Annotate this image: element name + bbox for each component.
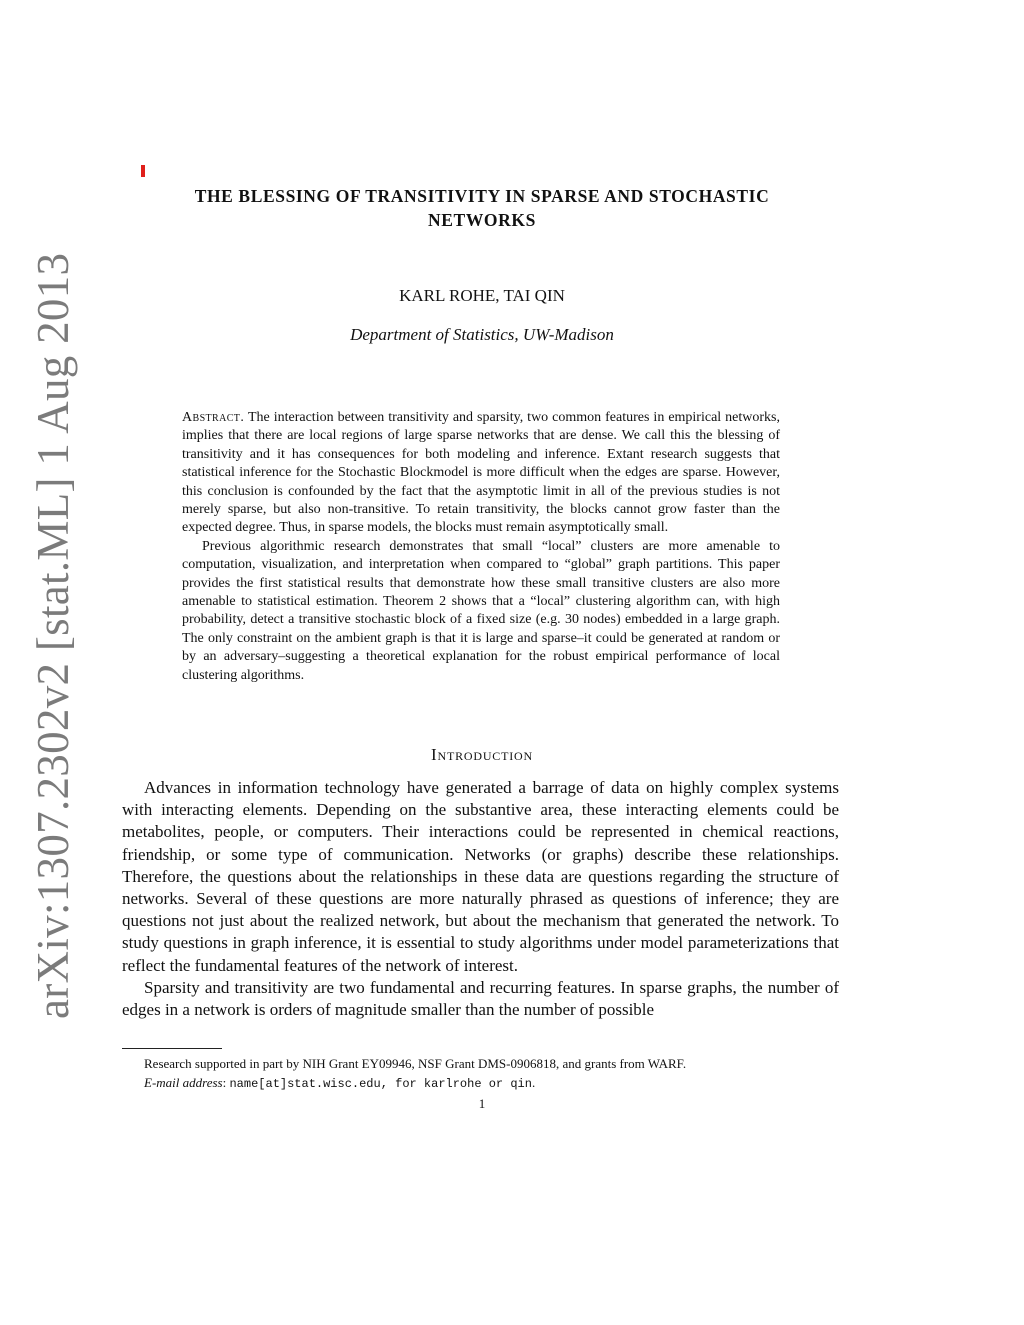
- intro-paragraph-2: Sparsity and transitivity are two fundamental and recurring features. In sparse graphs, the number of edges in a network is orders of magnitude smaller than the number of possible: [122, 977, 839, 1020]
- abstract: [182, 409, 780, 685]
- email-footnote: E-mail address: name[at]stat.wisc.edu, for karlrohe or qin.: [144, 1075, 536, 1091]
- red-marker: [141, 165, 145, 177]
- title-line-2: NETWORKS: [428, 210, 536, 230]
- abstract-label: Abstract.: [182, 410, 245, 425]
- title-line-1: THE BLESSING OF TRANSITIVITY IN SPARSE AND STOCHASTIC: [194, 186, 770, 206]
- funding-footnote: Research supported in part by NIH Grant EY09946, NSF Grant DMS-0906818, and grants from WARF.: [144, 1056, 687, 1071]
- authors: KARL ROHE, TAI QIN: [399, 286, 565, 305]
- email-address: name[at]stat.wisc.edu, for karlrohe or qin: [229, 1077, 532, 1091]
- abstract-paragraph-2: Previous algorithmic research demonstrates that small “local” clusters are more amenable to computation, visualization, and interpretation when compared to “global” graph partitions. This paper provides the first statistical results that demonstrate how these small transitive clusters are also more amenable to statistical estimation. Theorem 2 shows that a “local” clustering algorithm can, with high probability, detect a transitive stochastic block of a fixed size (e.g. 30 nodes) embedded in a large graph. The only constraint on the ambient graph is that it is large and sparse–it could be generated at random or by an adversary–suggesting a theoretical explanation for the robust empirical performance of local clustering algorithms.: [182, 538, 780, 683]
- paper-title: [120, 184, 844, 232]
- intro-paragraph-1: Advances in information technology have generated a barrage of data on highly complex systems with interacting elements. Depending on the substantive area, these interacting elements could be metabolites, people, or computers. Their interactions could be represented in chemical reactions, friendship, or some type of communication. Networks (or graphs) describe these relationships. Therefore, the questions about the relationships in these data are questions regarding the structure of networks. Several of these questions are more naturally phrased as questions of inference; they are questions not just about the realized network, but about the mechanism that generated the network. To study questions in graph inference, it is essential to study algorithms under model parameterizations that reflect the fundamental features of the network of interest.: [122, 778, 839, 975]
- footnote-rule: [122, 1048, 222, 1049]
- abstract-text-1: The interaction between transitivity and sparsity, two common features in empirical networks, implies that there are local regions of large sparse networks that are dense. We call this the blessing of transitivity and it has consequences for both modeling and inference. Extant research suggests that statistical inference for the Stochastic Blockmodel is more difficult when the edges are sparse. However, this conclusion is confounded by the fact that the asymptotic limit in all of the previous studies is not merely sparse, but also non-transitive. To retain transitivity, the blocks cannot grow faster than the expected degree. Thus, in sparse models, the blocks must remain asymptotically small.: [182, 410, 780, 536]
- affiliation: Department of Statistics, UW-Madison: [350, 325, 614, 344]
- section-heading-introduction: Introduction: [431, 745, 533, 764]
- email-label: E-mail address: [144, 1075, 223, 1090]
- abstract-paragraph-1: [182, 409, 780, 538]
- footnotes: [122, 1054, 839, 1094]
- email-end: .: [531, 1075, 536, 1090]
- arxiv-identifier: arXiv:1307.2302v2 [stat.ML] 1 Aug 2013: [28, 252, 78, 1019]
- page-number: 1: [478, 1096, 486, 1111]
- introduction-body: [122, 777, 839, 1021]
